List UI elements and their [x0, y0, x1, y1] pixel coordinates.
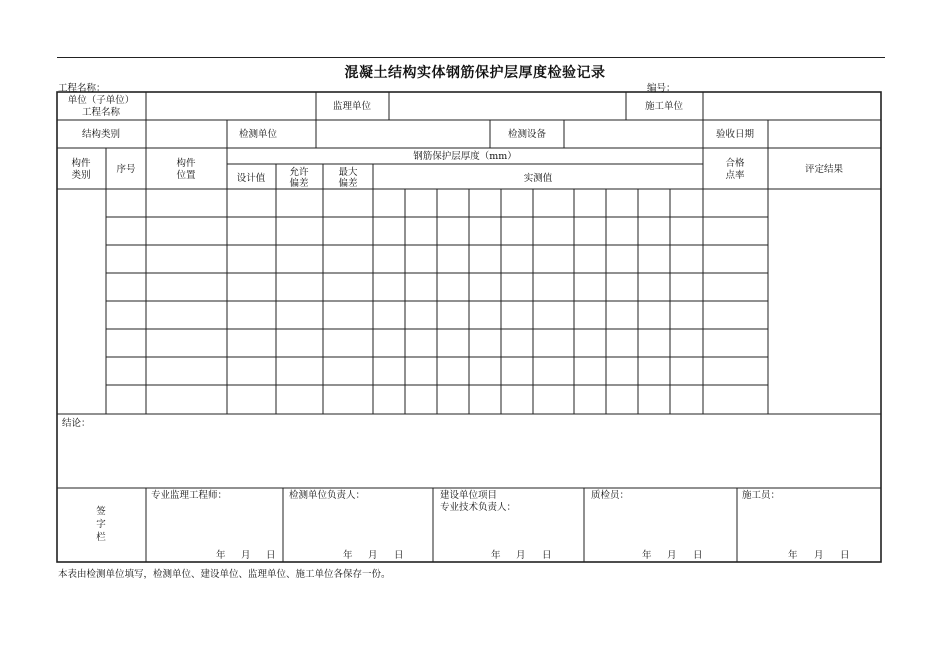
- page-title: 混凝土结构实体钢筋保护层厚度检验记录: [344, 65, 606, 81]
- signature-column-label-1: 签: [96, 506, 106, 517]
- pass-rate-header-line2: 点率: [725, 170, 745, 181]
- member-type-header-line2: 类别: [71, 170, 91, 181]
- date-month: 月: [368, 550, 378, 561]
- date-year: 年: [788, 550, 798, 561]
- date-month: 月: [667, 550, 677, 561]
- measured-values-header: 实测值: [523, 173, 553, 184]
- construction-unit-label: 施工单位: [644, 101, 684, 112]
- structure-type-label: 结构类别: [81, 129, 121, 140]
- testing-equipment-label: 检测设备: [507, 129, 547, 140]
- quality-inspector-label: 质检员：: [591, 490, 630, 501]
- evaluation-result-header: 评定结果: [804, 164, 844, 175]
- date-month: 月: [814, 550, 824, 561]
- date-year: 年: [216, 550, 226, 561]
- supervising-engineer-label: 专业监理工程师：: [151, 490, 228, 501]
- testing-unit-head-label: 检测单位负责人：: [289, 490, 366, 501]
- date-year: 年: [343, 550, 353, 561]
- cover-thickness-group-header: 钢筋保护层厚度（mm）: [413, 151, 517, 162]
- builder-label: 施工员：: [742, 490, 781, 501]
- supervision-unit-label: 监理单位: [332, 101, 372, 112]
- date-testing-head: [343, 549, 404, 561]
- date-day: 日: [840, 550, 850, 561]
- signature-column-label-3: 栏: [96, 532, 106, 543]
- unit-name-label-line2: 工程名称: [81, 107, 121, 118]
- max-deviation-header-line1: 最大: [338, 167, 358, 178]
- date-month: 月: [241, 550, 251, 561]
- date-supervisor: [216, 549, 276, 561]
- owner-tech-head-label-line1: 建设单位项目: [440, 490, 498, 501]
- seq-header: 序号: [116, 164, 136, 175]
- member-type-header-line1: 构件: [71, 158, 91, 169]
- allowed-deviation-header-line1: 允许: [289, 167, 309, 178]
- serial-number-label: 编号：: [647, 83, 676, 94]
- signature-column-label-2: 字: [96, 519, 106, 530]
- date-day: 日: [542, 550, 552, 561]
- member-position-header-line1: 构件: [176, 158, 196, 169]
- unit-name-label-line1: 单位（子单位）: [67, 95, 135, 106]
- date-year: 年: [642, 550, 652, 561]
- testing-unit-label: 检测单位: [238, 129, 278, 140]
- date-day: 日: [693, 550, 703, 561]
- date-year: 年: [491, 550, 501, 561]
- date-day: 日: [266, 550, 276, 561]
- conclusion-label: 结论：: [62, 418, 91, 429]
- date-month: 月: [516, 550, 526, 561]
- date-owner: [491, 549, 552, 561]
- allowed-deviation-header-line2: 偏差: [289, 178, 309, 189]
- design-value-header: 设计值: [236, 173, 266, 184]
- acceptance-date-label: 验收日期: [715, 129, 755, 140]
- max-deviation-header-line2: 偏差: [338, 178, 358, 189]
- project-name-label: 工程名称：: [58, 83, 106, 94]
- footer-note: 本表由检测单位填写，检测单位、建设单位、监理单位、施工单位各保存一份。: [58, 569, 391, 580]
- date-day: 日: [394, 550, 404, 561]
- owner-tech-head-label-line2: 专业技术负责人：: [440, 502, 517, 513]
- member-position-header-line2: 位置: [176, 170, 196, 181]
- pass-rate-header-line1: 合格: [725, 158, 745, 169]
- date-builder: [788, 549, 850, 561]
- date-quality-inspector: [642, 549, 703, 561]
